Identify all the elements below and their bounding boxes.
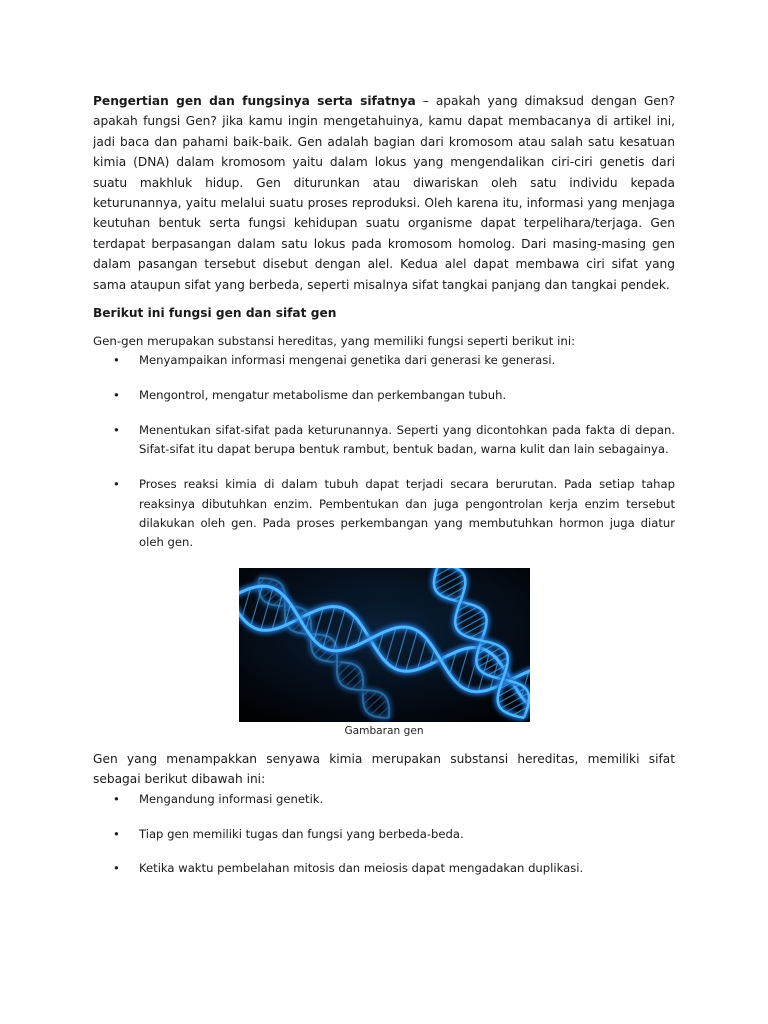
list-item-text: Ketika waktu pembelahan mitosis dan meiosis dapat mengadakan duplikasi. (139, 861, 584, 876)
bullet-icon: • (113, 422, 120, 437)
dna-figure-image (239, 568, 530, 722)
bullet-icon: • (113, 791, 120, 806)
list-item-text: Tiap gen memiliki tugas dan fungsi yang berbeda-beda. (139, 826, 464, 841)
list-item-text: Proses reaksi kimia di dalam tubuh dapat terjadi secara berurutan. Pada setiap tahap reaksinya dibutuhkan enzim. Pembentukan dan juga pengontrolan kerja enzim tersebut dilakukan oleh gen. Pada proses perkembangan yang membutuhkan hormon juga diatur oleh gen. (139, 477, 675, 550)
list-item (93, 351, 675, 370)
figure-caption: Gambaran gen (344, 724, 424, 737)
section-heading: Berikut ini fungsi gen dan sifat gen (93, 306, 337, 321)
list-item-text: Menyampaikan informasi mengenai genetika dari generasi ke generasi. (139, 353, 556, 368)
bullet-icon: • (113, 861, 120, 876)
functions-lead: Gen-gen merupakan substansi hereditas, yang memiliki fungsi seperti berikut ini: (93, 334, 576, 349)
bullet-icon: • (113, 826, 120, 841)
list-item-text: Menentukan sifat-sifat pada keturunannya. Seperti yang dicontohkan pada fakta di depan. Sifat-sifat itu dapat berupa bentuk rambut, bentuk badan, warna kulit dan lain sebagainya. (139, 422, 675, 457)
intro-paragraph (93, 91, 675, 295)
dna-base-pair (297, 616, 298, 619)
intro-bold-title: Pengertian gen dan fungsinya serta sifatnya (93, 94, 416, 108)
properties-list (93, 790, 675, 879)
document-page (93, 91, 675, 879)
list-item (93, 859, 675, 878)
list-item (93, 421, 675, 460)
list-item (93, 475, 675, 553)
bullet-icon: • (113, 353, 120, 368)
bullet-icon: • (113, 387, 120, 402)
list-item-text: Mengontrol, mengatur metabolisme dan perkembangan tubuh. (139, 387, 507, 402)
list-item (93, 790, 675, 809)
intro-text: – apakah yang dimaksud dengan Gen? apakah fungsi Gen? jika kamu ingin mengetahuinya, kamu dapat membacanya di artikel ini, jadi baca dan pahami baik-baik. Gen adalah bagian dari kromosom atau salah satu kesatuan kimia (DNA) dalam kromosom yaitu dalam lokus yang mengendalikan ciri-ciri genetis dari suatu makhluk hidup. Gen diturunkan atau diwariskan oleh satu individu kepada keturunannya, yaitu melalui suatu proses reproduksi. Oleh karena itu, informasi yang menjaga keutuhan bentuk serta fungsi kehidupan suatu organisme dapat terpelihara/terjaga. Gen terdapat berpasangan dalam satu lokus pada kromosom homolog. Dari masing-masing gen dalam pasangan tersebut disebut dengan alel. Kedua alel dapat membawa ciri sifat yang sama ataupun sifat yang berbeda, seperti misalnya sifat tangkai panjang dan tangkai pendek. (93, 94, 675, 292)
list-item-text: Mengandung informasi genetik. (139, 791, 324, 806)
list-item (93, 386, 675, 405)
dna-helix-icon (239, 568, 530, 722)
functions-list (93, 351, 675, 553)
properties-lead: Gen yang menampakkan senyawa kimia merupakan substansi hereditas, memiliki sifat sebagai berikut dibawah ini: (93, 751, 675, 787)
bullet-icon: • (113, 477, 120, 492)
list-item (93, 825, 675, 844)
